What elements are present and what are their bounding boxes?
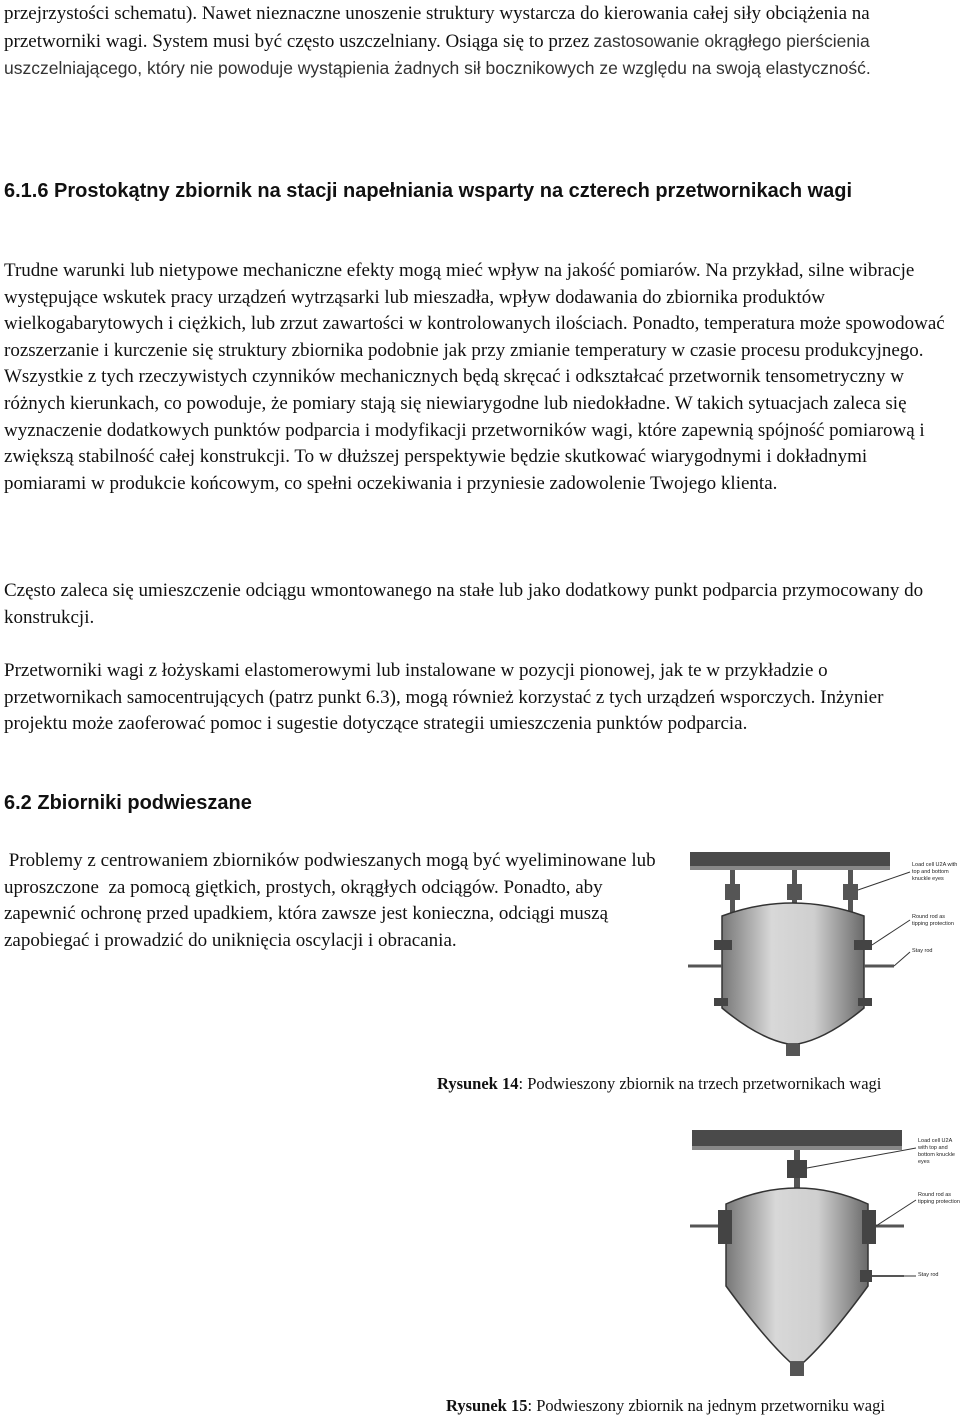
intro-sans-text: zastosowanie okrągłego pierścienia uszczelniającego, który nie powoduje wystąpienia żadnych sił bocznikowych ze względu na swoją elastyczność. (4, 30, 871, 79)
figure-15-caption-label: Rysunek 15 (446, 1396, 528, 1415)
figure-15-callout-stay-rod: Stay rod (918, 1272, 939, 1278)
section-616-paragraph-3: Przetworniki wagi z łożyskami elastomerowymi lub instalowane w pozycji pionowej, jak te w przykładzie o przetwornikach samocentrujących (patrz punkt 6.3), mogą również korzystać z tych urządzeń wsporczych. Inżynier projektu może zaoferować pomoc i sugestie dotyczące strategii umieszczenia punktów podparcia. (4, 660, 884, 735)
section-62-heading: 6.2 Zbiorniki podwieszane (4, 792, 252, 814)
figure-15 (690, 1126, 960, 1378)
figure-15-callout-round-rod: Round rod as tipping protection (918, 1192, 960, 1205)
section-62-paragraph: Problemy z centrowaniem zbiorników podwieszanych mogą być wyeliminowane lub uproszczone za pomocą giętkich, prostych, okrągłych odciągów. Ponadto, aby zapewnić ochronę przed upadkiem, która zawsze jest konieczna, odciągi muszą zapobiegać i prowadzić do uniknięcia oscylacji i obracania. (4, 850, 661, 951)
intro-paragraph (4, 1, 949, 81)
section-616-heading: 6.1.6 Prostokątny zbiornik na stacji napełniania wsparty na czterech przetwornikach wagi (4, 180, 853, 202)
figure-14-caption-label: Rysunek 14 (437, 1074, 519, 1093)
figure-14 (688, 848, 960, 1060)
intro-serif-text: przejrzystości schematu). Nawet nieznaczne unoszenie struktury wystarcza do kierowania całej siły obciążenia na przetworniki wagi. System musi być często uszczelniany. Osiąga się to przez (4, 3, 870, 52)
figure-14-caption-text: : Podwieszony zbiornik na trzech przetwornikach wagi (518, 1074, 882, 1093)
figure-15-callout-load-cell: Load cell U2A with top and bottom knuckle eyes (918, 1138, 955, 1165)
figure-15-caption (446, 1396, 885, 1416)
section-616-paragraph-1: Trudne warunki lub nietypowe mechaniczne efekty mogą mieć wpływ na jakość pomiarów. Na przykład, silne wibracje występujące wskutek pracy urządzeń wytrząsarki lub mieszadła, wpływ dodawania do zbiornika produktów wielkogabarytowych i ciężkich, lub zrzut zawartości w kontrolowanych ilościach. Ponadto, temperatura może spowodować rozszerzanie i kurczenie się struktury zbiornika podobnie jak przy zmianie temperatury w czasie procesu produkcyjnego. Wszystkie z tych rzeczywistych czynników mechanicznych będą skręcać i odkształcać przetwornik tensometryczny w różnych kierunkach, co powoduje, że pomiary stają się niewiarygodne lub niedokładne. W takich sytuacjach zaleca się wyznaczenie dodatkowych punktów podparcia i modyfikacji przetworników wagi, które zapewnią spójność pomiarową i zwiększą stabilność całej konstrukcji. To w dłuższej perspektywie będzie skutkować wiarygodnymi i dokładnymi pomiarami w produkcie końcowym, co spełni oczekiwania i przyniesie zadowolenie Twojego klienta. (4, 260, 945, 494)
figure-14-callout-round-rod: Round rod as tipping protection (912, 914, 954, 927)
figure-15-caption-text: : Podwieszony zbiornik na jednym przetworniku wagi (527, 1396, 885, 1415)
section-616-paragraph-2: Często zaleca się umieszczenie odciągu wmontowanego na stałe lub jako dodatkowy punkt podparcia przymocowany do konstrukcji. (4, 580, 924, 628)
figure-14-caption (437, 1074, 881, 1094)
figure-14-callout-load-cell: Load cell U2A with top and bottom knuckle eyes (912, 862, 958, 882)
figure-14-callout-stay-rod: Stay rod (912, 948, 933, 954)
